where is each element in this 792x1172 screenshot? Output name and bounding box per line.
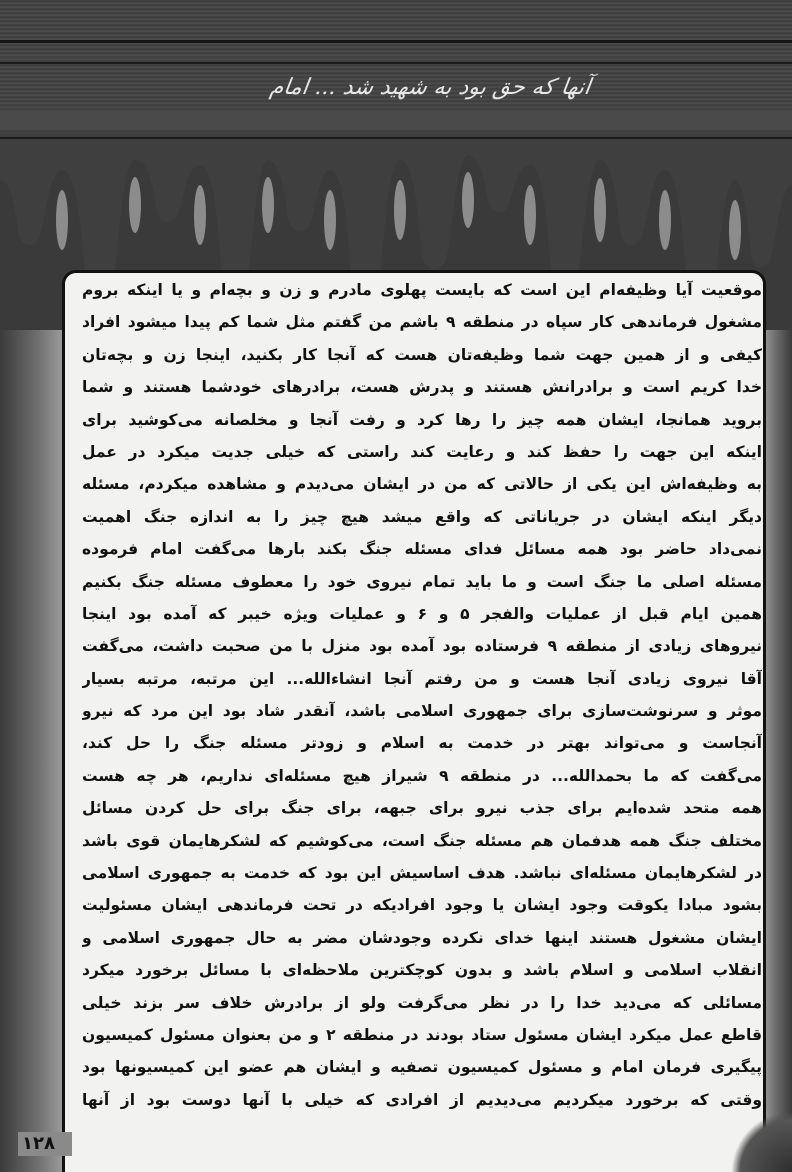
- text-line: ایشان مشغول هستند اینها خدای نکرده وجودشان مضر به حال جمهوری اسلامی و: [82, 928, 762, 947]
- text-line: وقتی که برخورد میکردیم می‌دیدیم از افرادی که خیلی با آنها دوست بود از آنها: [82, 1090, 762, 1109]
- text-line: مسئله اصلی ما جنگ است و ما باید تمام نیروی خود را معطوف مسئله جنگ بکنیم: [82, 572, 762, 591]
- headline-calligraphy: آنها که حق بود به شهید شد ... امام: [268, 75, 593, 100]
- header-rule-secondary: [0, 62, 792, 64]
- text-line: خدا کریم است و برادرانش هستند و پدرش هست، برادرهای خودشما هستند و شما: [82, 378, 762, 397]
- text-line: می‌گفت که ما بحمدالله... در منطقه ۹ شیراز هیچ مسئله‌ای نداریم، هر چه هست: [82, 766, 762, 785]
- text-line: انقلاب اسلامی و اسلام باشد و بدون کوچکترین ملاحظه‌ای با مسائل برخورد میکرد: [82, 961, 762, 980]
- text-line: اینکه این جهت را حفظ کند و رعایت کند راستی که خیلی جدیت میکرد در عمل: [82, 442, 762, 461]
- text-line: پیگیری فرمان امام و مسئول کمیسیون تصفیه و ایشان هم عضو این کمیسیونها بود: [82, 1058, 762, 1077]
- text-line: همین ایام قبل از عملیات والفجر ۵ و ۶ و عملیات ویژه خیبر که آمده بود اینجا: [82, 604, 762, 623]
- corner-shading: [732, 1110, 792, 1172]
- text-line: بروید همانجا، ایشان همه چیز را رها کرد و رفت آنجا و مخلصانه می‌کوشید برای: [82, 410, 762, 429]
- text-line: در لشکرهایمان مسئله‌ای نباشد. هدف اساسیش این بود که خدمت به جمهوری اسلامی: [82, 864, 762, 883]
- header-rule: [0, 40, 792, 43]
- text-line: نمی‌داد حاضر بود همه مسائل فدای مسئله جنگ بکند بارها می‌گفت امام فرموده: [82, 540, 762, 559]
- text-line: همه متحد شده‌ایم برای جذب نیرو برای جبهه، برای جنگ برای حل کردن مسائل: [82, 799, 762, 818]
- page-number: ۱۲۸: [18, 1132, 72, 1156]
- text-line: موقعیت آیا وظیفه‌ام این است که بایست پهلوی مادرم و زن و بچه‌ام و یا اینکه بروم: [82, 281, 762, 299]
- text-line: نیروهای زیادی از منطقه ۹ فرستاده بود آمده بود منزل با من صحبت داشت، می‌گفت: [82, 637, 762, 656]
- text-line: دیگر اینکه ایشان در جریاناتی که واقع میشد هیچ چیز را به اندازه جنگ اهمیت: [82, 507, 762, 526]
- text-line: مشغول فرماندهی کار سپاه در منطقه ۹ باشم من گفتم مثل شما کم پیدا میشود افراد: [82, 313, 762, 332]
- text-line: آنجاست و می‌تواند بهتر در خدمت به اسلام و زودتر مسئله جنگ را حل کند،: [82, 734, 762, 753]
- text-line: به وظیفه‌اش این یکی از حالاتی که من در ایشان می‌دیدم و مشاهده میکردم، مسئله: [82, 475, 762, 494]
- text-line: مختلف جنگ همه هدفمان هم مسئله جنگ است، می‌کوشیم که لشکرهایمان قوی باشد: [82, 831, 762, 850]
- body-text: [82, 274, 762, 1116]
- text-line: بشود مبادا یکوقت وجود ایشان یا وجود افرادیکه در تحت فرماندهی ایشان مسئولیت: [82, 896, 762, 915]
- text-line: موثر و سرنوشت‌سازی برای جمهوری اسلامی باشد، آنقدر شاد بود این مرد که نیرو: [82, 702, 762, 721]
- left-border-shading: [0, 330, 62, 1172]
- text-line: کیفی و از همین جهت شما وظیفه‌تان هست که آنجا کار بکنید، اینجا زن و بچه‌تان: [82, 345, 762, 364]
- text-line: قاطع عمل میکرد ایشان مسئول ستاد بودند در منطقه ۲ و من بعنوان مسئول کمیسیون: [82, 1025, 762, 1044]
- text-line: مسائلی که می‌دید خدا را در نظر می‌گرفت ولو از برادرش خلاف سر بزند خیلی: [82, 993, 762, 1012]
- right-border-shading: [764, 330, 792, 1172]
- text-line: آقا نیروی زیادی آنجا هست و من رفتم آنجا انشاءالله... این مرتبه، مرتبه بسیار: [82, 669, 762, 688]
